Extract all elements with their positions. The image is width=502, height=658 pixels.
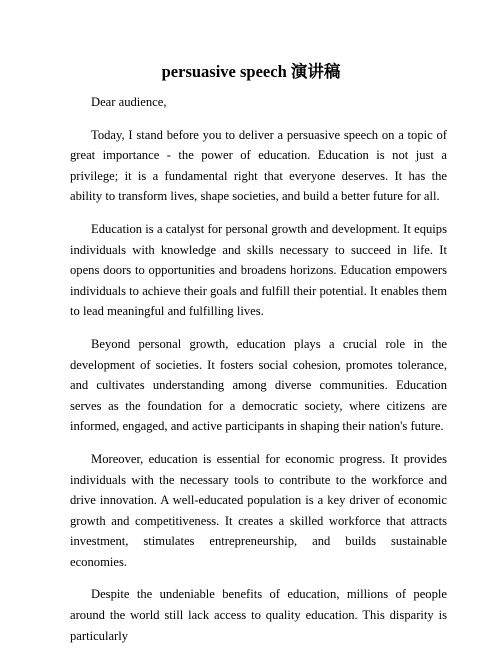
greeting: Dear audience, <box>91 95 167 109</box>
document-body <box>70 92 447 658</box>
paragraph-2: Education is a catalyst for personal growth and development. It equips individuals with knowledge and skills necessary to succeed in life. It opens doors to opportunities and broadens horizons. Education empowers individuals to achieve their goals and fulfill their potential. It enables them to lead meaningful and fulfilling lives. <box>70 221 447 319</box>
paragraph-1: Today, I stand before you to deliver a persuasive speech on a topic of great importance - the power of education. Education is not just a privilege; it is a fundamental right that everyone deserves. It has the ability to transform lives, shape societies, and build a better future for all. <box>70 127 447 204</box>
document-title: persuasive speech 演讲稿 <box>161 62 341 81</box>
paragraph-4: Moreover, education is essential for economic progress. It provides individuals with the necessary tools to contribute to the workforce and drive innovation. A well-educated population is a key driver of economic growth and competitiveness. It creates a skilled workforce that attracts investment, stimulates entrepreneurship, and builds sustainable economies. <box>70 451 447 569</box>
paragraph-5: Despite the undeniable benefits of education, millions of people around the world still lack access to quality education. This disparity is particularly <box>70 587 447 643</box>
paragraph-3: Beyond personal growth, education plays a crucial role in the development of societies. It fosters social cohesion, promotes tolerance, and cultivates understanding among diverse communities. Education serves as the foundation for a democratic society, where citizens are informed, engaged, and active participants in shaping their nation's future. <box>70 336 447 434</box>
